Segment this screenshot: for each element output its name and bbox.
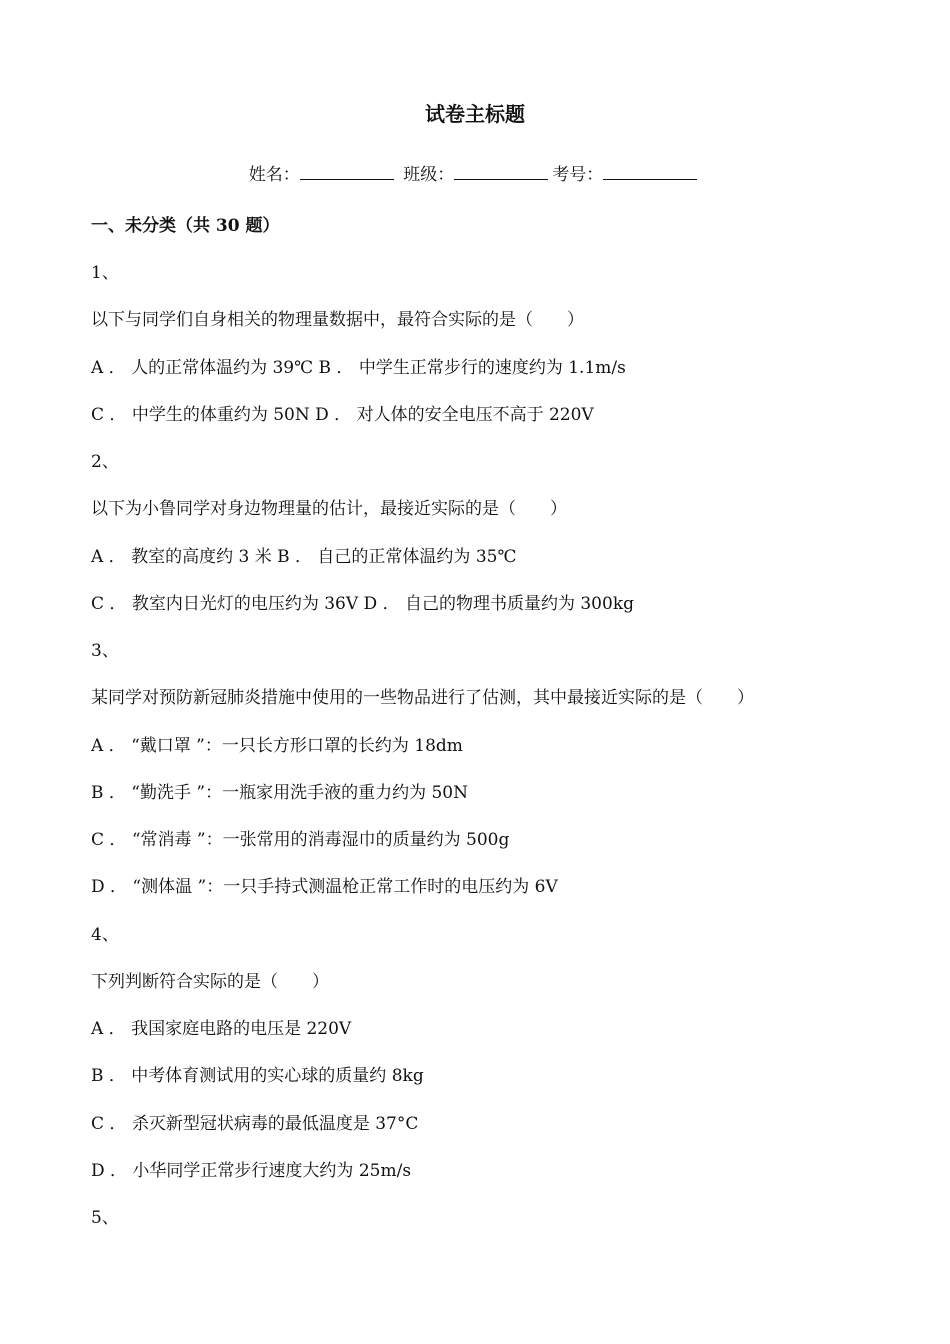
- question-option-line: B ． “勤洗手 ”：一瓶家用洗手液的重力约为 50N: [91, 783, 468, 803]
- question-number: 1、: [91, 263, 119, 283]
- question-number: 3、: [91, 641, 119, 661]
- exam-no-label: 考号：: [552, 165, 604, 185]
- exam-no-blank[interactable]: [603, 163, 697, 180]
- section-heading: 一、未分类（共 30 题）: [91, 216, 280, 236]
- name-blank[interactable]: [300, 163, 394, 180]
- class-blank[interactable]: [454, 163, 548, 180]
- question-option-line: D ． “测体温 ”：一只手持式测温枪正常工作时的电压约为 6V: [91, 877, 558, 897]
- question-option-line: C ． “常消毒 ”：一张常用的消毒湿巾的质量约为 500g: [91, 830, 510, 850]
- question-option-line: A ． 教室的高度约 3 米 B ． 自己的正常体温约为 35℃: [91, 547, 517, 567]
- question-option-line: A ． 人的正常体温约为 39℃ B ． 中学生正常步行的速度约为 1.1m/s: [91, 358, 626, 378]
- question-option-line: A ． 我国家庭电路的电压是 220V: [91, 1019, 352, 1039]
- question-option-line: D ． 小华同学正常步行速度大约为 25m/s: [91, 1161, 412, 1181]
- student-info-row: [0, 160, 950, 185]
- question-option-line: B ． 中考体育测试用的实心球的质量约 8kg: [91, 1066, 424, 1086]
- question-option-line: C ． 杀灭新型冠状病毒的最低温度是 37°C: [91, 1114, 419, 1134]
- question-number: 4、: [91, 925, 119, 945]
- class-label: 班级：: [403, 165, 455, 185]
- question-stem: 以下为小鲁同学对身边物理量的估计，最接近实际的是（ ）: [91, 499, 567, 519]
- question-stem: 以下与同学们自身相关的物理量数据中，最符合实际的是（ ）: [91, 310, 584, 330]
- question-option-line: A ． “戴口罩 ”：一只长方形口罩的长约为 18dm: [91, 736, 463, 756]
- question-option-line: C ． 中学生的体重约为 50N D ． 对人体的安全电压不高于 220V: [91, 405, 594, 425]
- question-number: 5、: [91, 1208, 119, 1228]
- question-stem: 下列判断符合实际的是（ ）: [91, 972, 329, 992]
- name-label: 姓名：: [248, 165, 300, 185]
- question-stem: 某同学对预防新冠肺炎措施中使用的一些物品进行了估测，其中最接近实际的是（ ）: [91, 688, 754, 708]
- page-title: 试卷主标题: [425, 102, 525, 126]
- question-option-line: C ． 教室内日光灯的电压约为 36V D ． 自己的物理书质量约为 300kg: [91, 594, 635, 614]
- question-number: 2、: [91, 452, 119, 472]
